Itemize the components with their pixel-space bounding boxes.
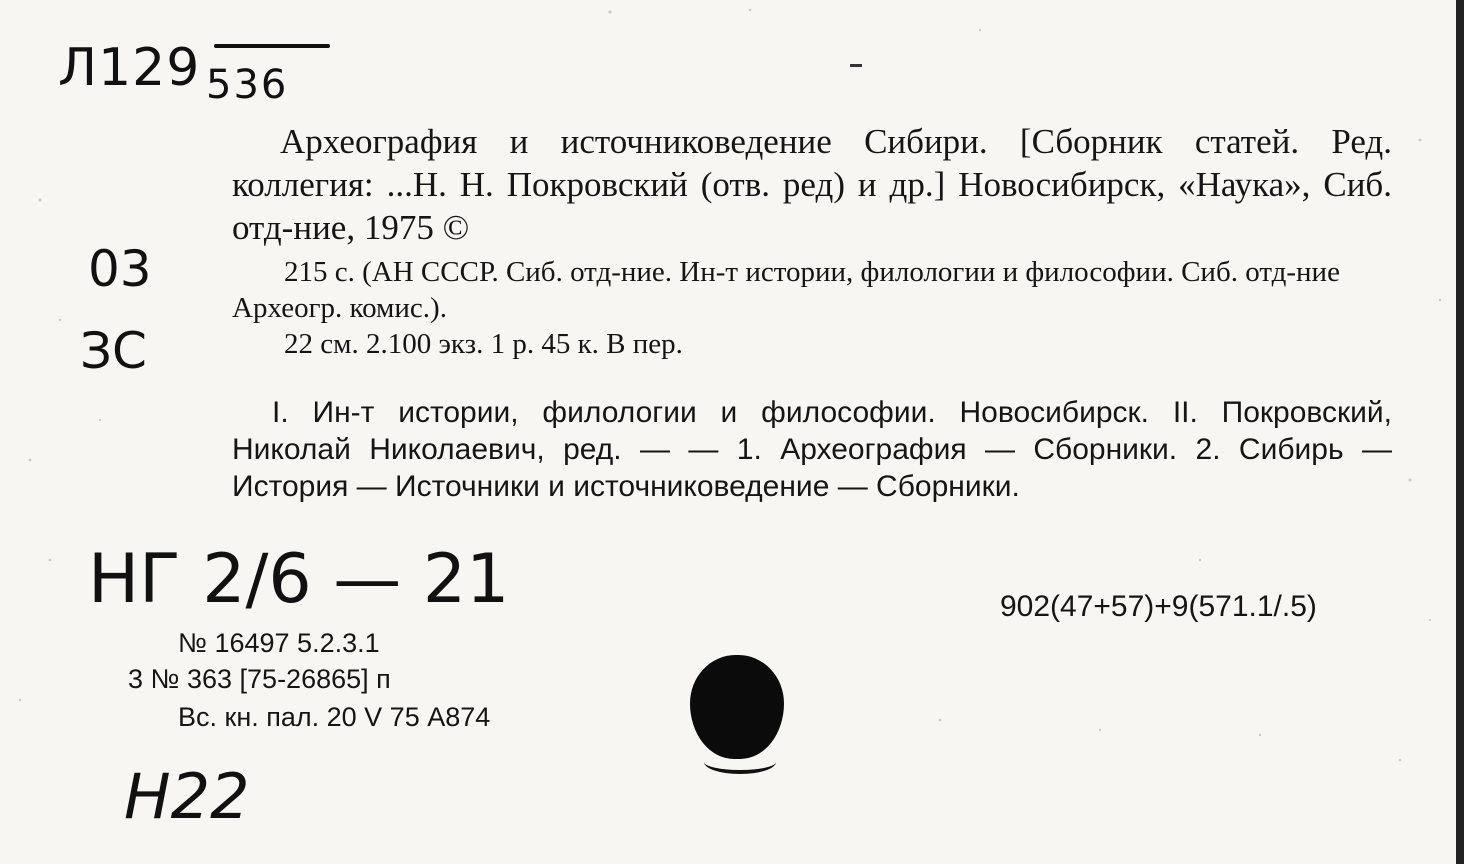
margin-mark-3c: ЗС [80,322,147,380]
footer-line-3: Вс. кн. пал. 20 V 75 А874 [178,702,491,732]
entry-title: Археография и источниковедение Сибири. [Сборник статей. Ред. коллегия: ...Н. Н. Покровский (отв. ред) и др.] Новосибирск, «Наука», Сиб. отд-ние, 1975 © [232,122,1392,247]
handwritten-call-number-sub: 536 [206,62,289,108]
card-edge-shadow [1456,0,1464,864]
ink-stamp-tail [704,750,776,774]
entry-physical: 22 см. 2.100 экз. 1 р. 45 к. В пер. [284,328,683,360]
handwritten-bottom-mark: НГ 2/6 — 21 [88,540,510,619]
handwritten-call-number: Л129 [58,38,201,98]
entry-tracings: I. Ин-т истории, филологии и философии. Новосибирск. II. Покровский, Николай Николаевич, ред. — — 1. Археография — Сборники. 2. Сибирь — История — Источники и источниковедение — Сборники. [232,396,1392,503]
dash-mark [850,64,862,67]
fraction-bar [214,44,330,48]
handwritten-shelf-mark: Н22 [124,760,250,833]
footer-line-2: 3 № 363 [75-26865] п [128,664,391,694]
entry-collation: 215 с. (АН СССР. Сиб. отд-ние. Ин-т истории, филологии и философии. Сиб. отд-ние Археогр. комис.). [232,256,1340,324]
udc-classification: 902(47+57)+9(571.1/.5) [1000,590,1317,623]
margin-mark-03: 03 [88,240,152,298]
footer-line-1: № 16497 5.2.3.1 [178,628,380,658]
ink-stamp-blot [690,655,784,759]
